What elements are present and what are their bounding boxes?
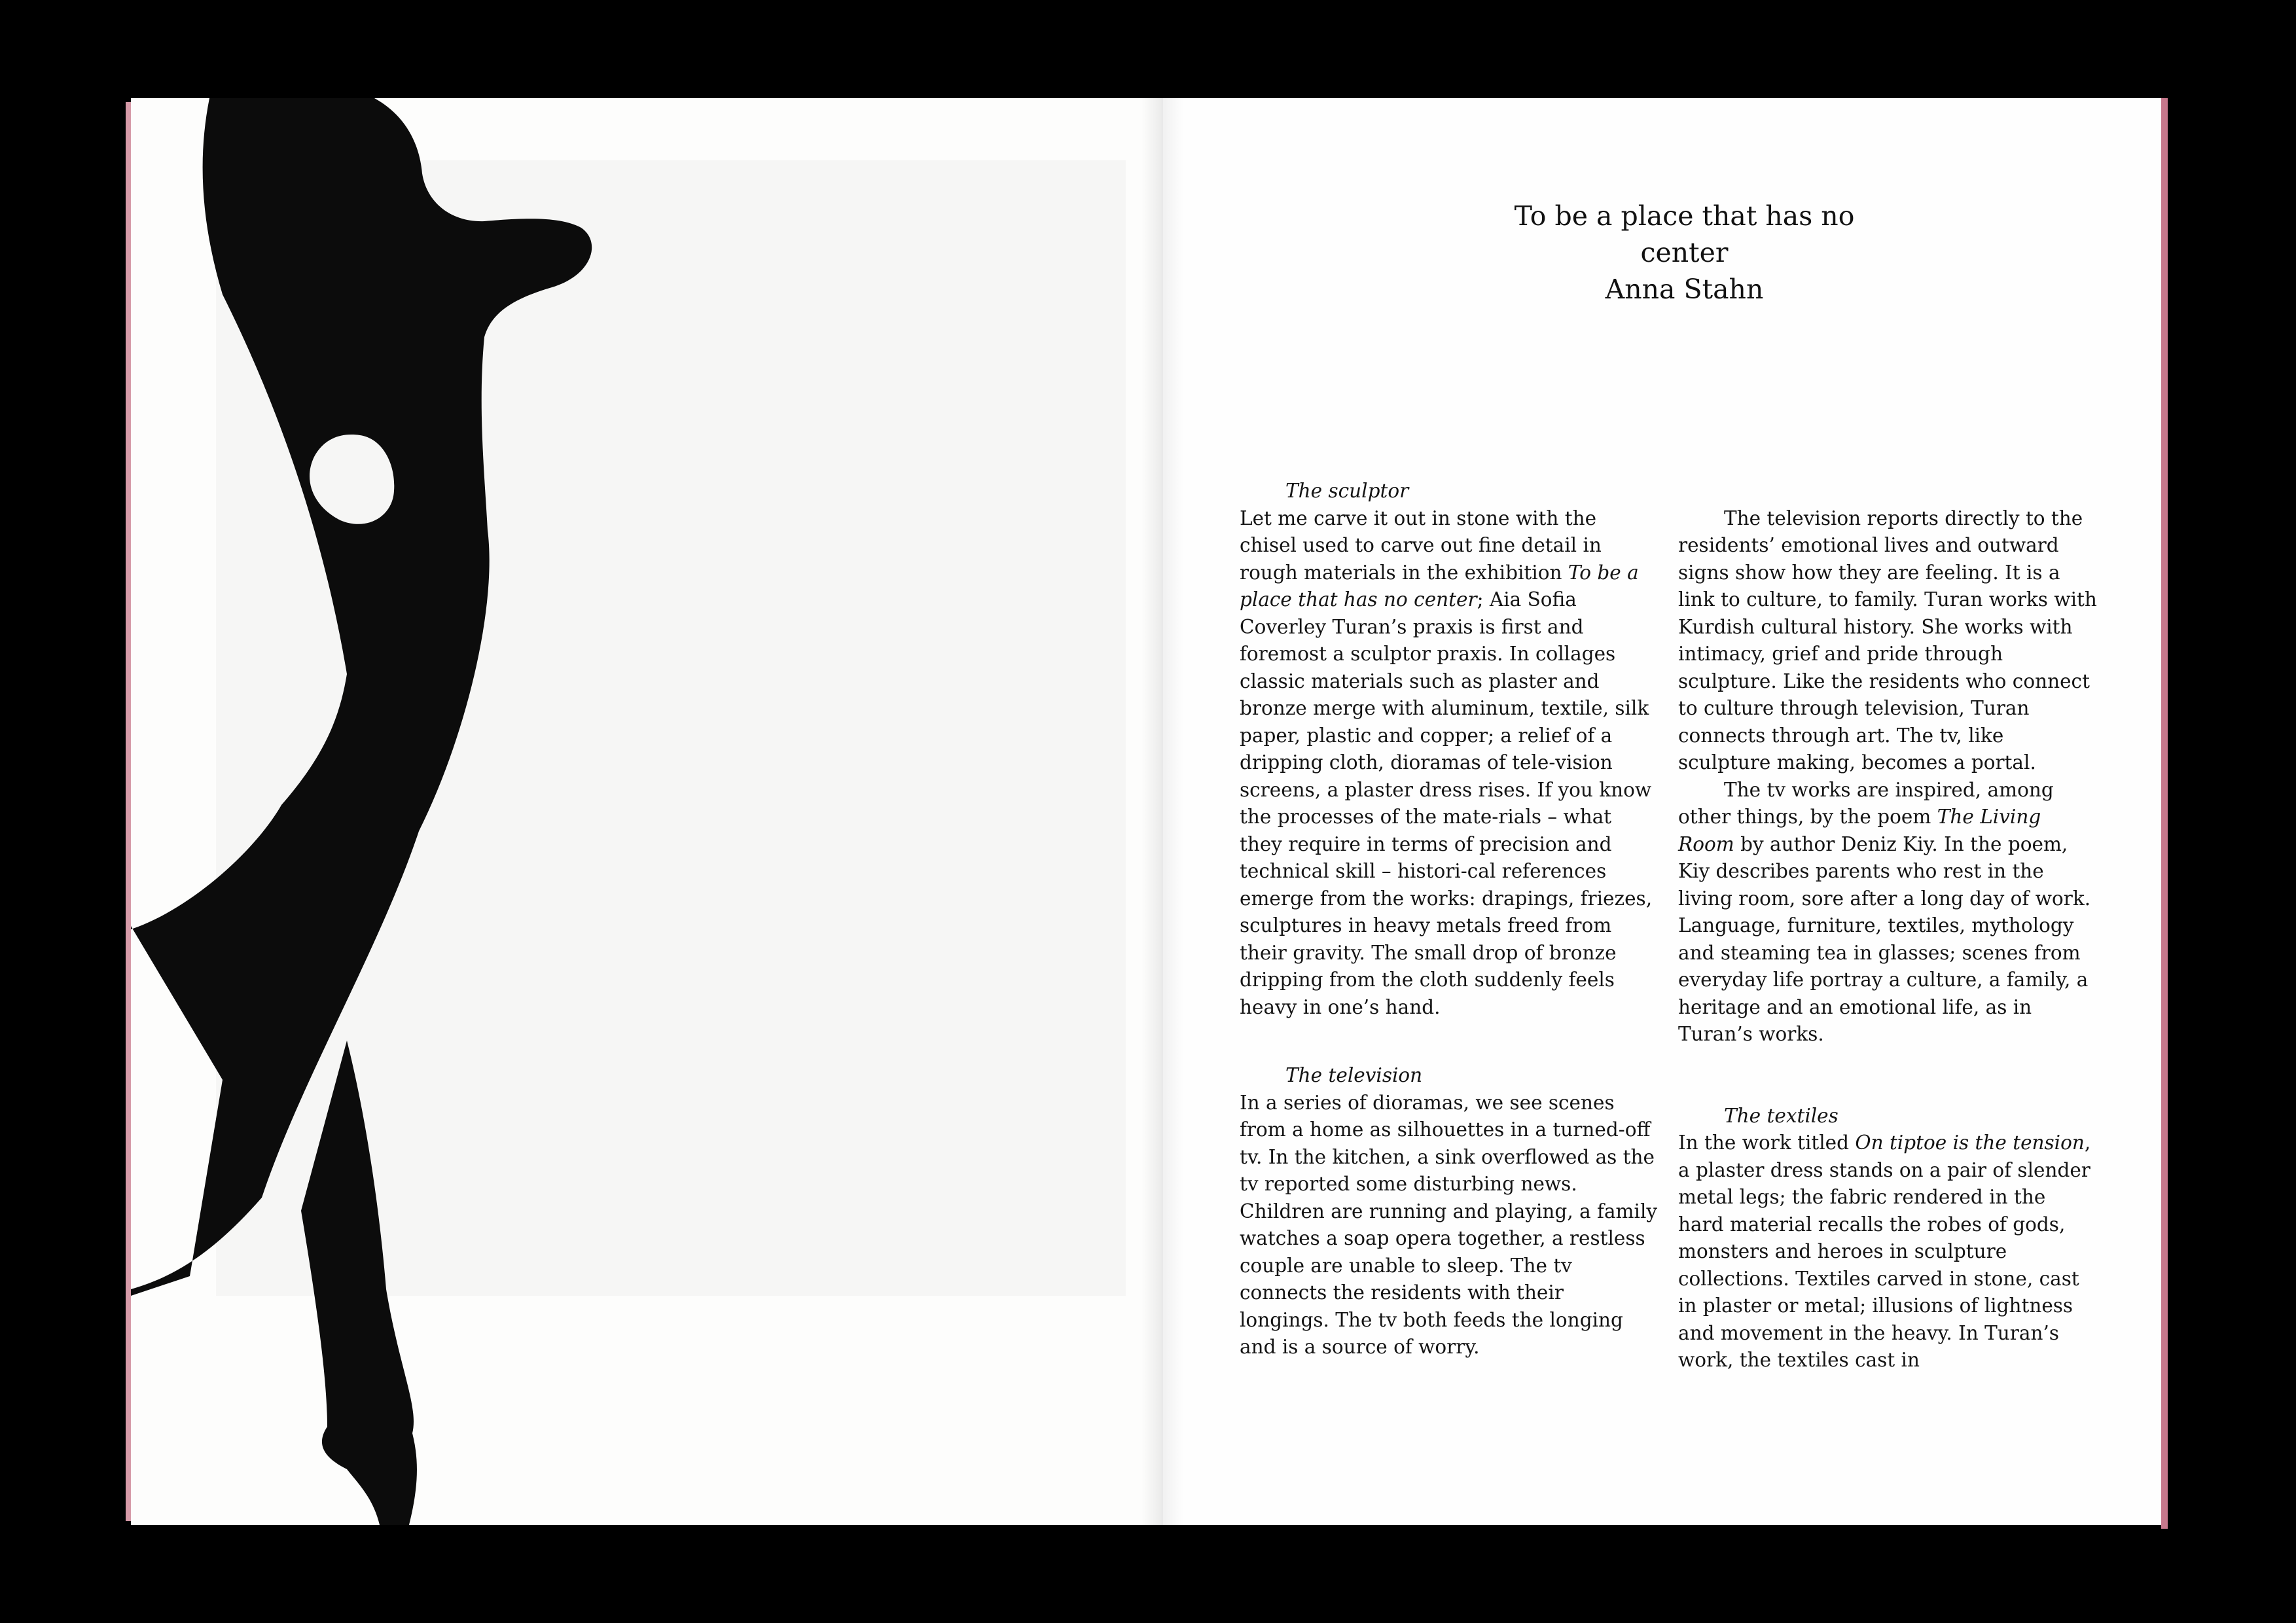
- article-header: [1162, 198, 2166, 308]
- article-author: Anna Stahn: [1605, 274, 1764, 305]
- paragraph-television-1: In a series of dioramas, we see scenes from a home as silhouettes in a turned-off tv. In the kitchen, a sink overflowed as the tv reported some disturbing news. Children are running and playing, a family watches a soap opera together, a restless couple are unable to sleep. The tv connects the residents with their longings. The tv both feeds the longing and is a source of worry.: [1240, 1091, 1658, 1358]
- silhouette-figure-image: [131, 98, 1162, 1525]
- book-gutter: [1141, 98, 1183, 1525]
- paragraph-television-3-text-a: The tv works are inspired, among other things, by the poem: [1678, 778, 2054, 828]
- paragraph-sculptor-text-a: Let me carve it out in stone with the chisel used to carve out fine detail in rough materials in the exhibition: [1240, 507, 1602, 584]
- paragraph-television-3-text-b: by author Deniz Kiy. In the poem, Kiy describes parents who rest in the living room, sore after a long day of work. Language, furniture, textiles, mythology and steaming tea in glasses; scenes from everyday life portray a culture, a family, a heritage and an emotional life, as in Turan’s works.: [1678, 832, 2091, 1045]
- right-page: [1162, 98, 2166, 1525]
- text-column-left: [1240, 478, 1659, 1361]
- paragraph-television-3: [1678, 777, 2097, 1048]
- paragraph-textiles-text-b: , a plaster dress stands on a pair of slender metal legs; the fabric rendered in the hard material recalls the robes of gods, monsters and heroes in sculpture collections. Textiles carved in stone, cast in plaster or metal; illusions of lightness and movement in the heavy. In Turan’s work, the textiles cast in: [1678, 1132, 2091, 1371]
- page-edge-right: [2161, 98, 2168, 1529]
- paragraph-sculptor: [1240, 505, 1659, 1022]
- left-page: [131, 98, 1162, 1525]
- paragraph-textiles-text-a: In the work titled: [1678, 1132, 1856, 1154]
- paragraph-textiles: [1678, 1130, 2097, 1374]
- section-heading-television: The television: [1285, 1064, 1423, 1086]
- work-title: On tiptoe is the tension: [1855, 1132, 2085, 1154]
- text-column-right: [1678, 478, 2097, 1374]
- section-heading-sculptor: The sculptor: [1285, 480, 1409, 502]
- paragraph-sculptor-text-b: ; Aia Sofia Coverley Turan’s praxis is first and foremost a sculptor praxis. In collages classic materials such as plaster and bronze merge with aluminum, textile, silk paper, plastic and copper; a relief of a dripping cloth, dioramas of tele-vision screens, a plaster dress rises. If you know the processes of the mate-rials – what they require in terms of precision and technical skill – histori-cal references emerge from the works: drapings, friezes, sculptures in heavy metals freed from their gravity. The small drop of bronze dripping from the cloth suddenly feels heavy in one’s hand.: [1240, 588, 1653, 1018]
- poem-title: The Living Room: [1678, 806, 2041, 855]
- section-heading-textiles: The textiles: [1724, 1104, 1839, 1127]
- article-title: To be a place that has no center: [1514, 200, 1855, 268]
- exhibition-title: To be a place that has no center: [1240, 561, 1639, 611]
- paragraph-television-2: The television reports directly to the residents’ emotional lives and outward signs show how they are feeling. It is a link to culture, to family. Turan works with Kurdish cultural history. She works with intimacy, grief and pride through sculpture. Like the residents who connect to culture through television, Turan connects through art. The tv, like sculpture making, becomes a portal.: [1678, 507, 2097, 774]
